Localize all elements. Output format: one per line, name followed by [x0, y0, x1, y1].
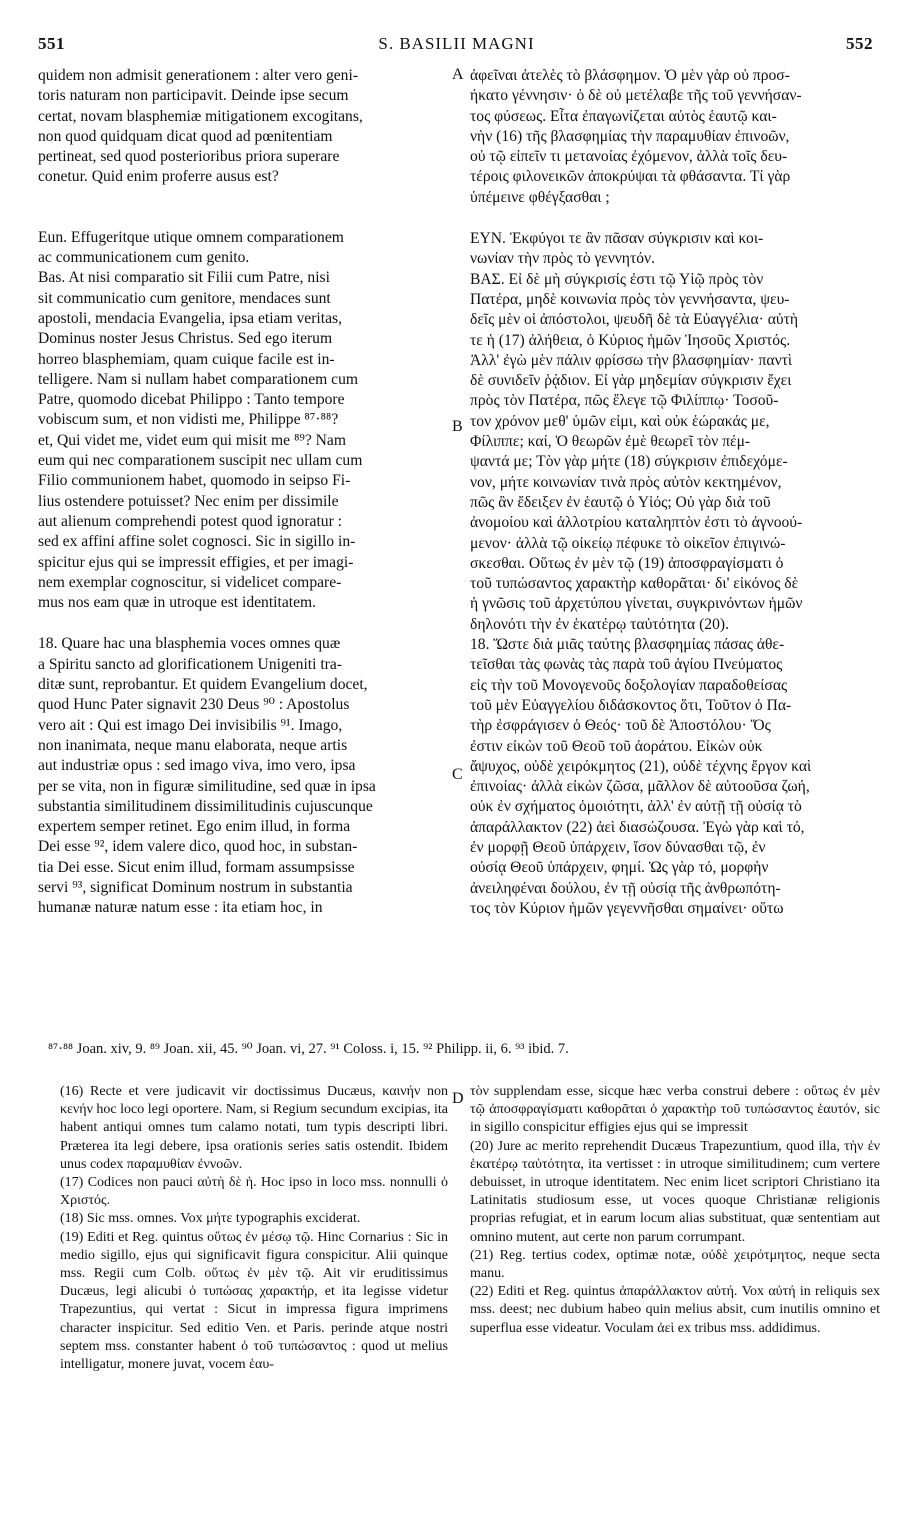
text-line: οὐσίᾳ Θεοῦ ὑπάρχειν, φημί. Ὡς γὰρ τό, μορφὴν: [470, 859, 769, 877]
text-line: ΒΑΣ. Εἰ δὲ μὴ σύγκρισίς ἐστι τῷ Υἱῷ πρὸς τὸν: [470, 270, 764, 288]
text-line: 18. Quare hac una blasphemia voces omnes quæ: [38, 635, 341, 653]
text-line: humanæ naturæ natum esse : ita etiam hoc, in: [38, 899, 323, 917]
text-line: pertineat, sed quod posterioribus priora superare: [38, 148, 340, 166]
text-line: spicitur ejus qui se impressit effigies, et per imagi-: [38, 553, 354, 571]
text-line: τεῖσθαι τὰς φωνὰς τὰς παρὰ τοῦ ἁγίου Πνεύματος: [470, 656, 783, 674]
text-line: toris naturam non participavit. Deinde ipse secum: [38, 87, 349, 105]
text-line: ΕΥΝ. Ἐκφύγοι τε ἂν πᾶσαν σύγκρισιν καὶ κοι-: [470, 230, 764, 248]
margin-letter-c: C: [452, 766, 463, 783]
text-line: non quod quidquam dicat quod ad pœnitentiam: [38, 127, 333, 145]
text-line: ἐστιν εἰκὼν τοῦ Θεοῦ τοῦ ἀοράτου. Εἰκὼν οὐκ: [470, 737, 763, 755]
text-line: expertem semper retinet. Ego enim illud, in forma: [38, 818, 351, 836]
text-line: Ἀλλ' ἐγὼ μὲν πάλιν φρίσσω τὴν βλασφημίαν· παντὶ: [470, 351, 793, 369]
text-line: τε ἡ (17) ἀλήθεια, ὁ Κύριος ἡμῶν Ἰησοῦς Χριστός.: [470, 331, 791, 349]
text-line: substantia similitudinem dissimilitudinis cujuscunque: [38, 797, 373, 815]
margin-letter-d: D: [452, 1090, 464, 1107]
text-line: aut industriæ opus : sed imago viva, imo vero, ipsa: [38, 757, 356, 775]
text-line: τοῦ μὲν Εὐαγγελίου διδάσκοντος ὅτι, Τοῦτον ὁ Πα-: [470, 696, 792, 714]
text-line: sit communicatio cum genitore, mendaces sunt: [38, 289, 331, 307]
text-line: ἀνομοίου καὶ ἀλλοτρίου καταληπτὸν ἐστι τὸ ἀγνοού-: [470, 514, 803, 532]
page-number-right: 552: [846, 34, 873, 53]
text-line: Πατέρα, μηδὲ κοινωνία πρὸς τὸν γεννήσαντα, ψευ-: [470, 290, 790, 308]
text-line: οὐ τῷ εἰπεῖν τι μετανοίας ἐχόμενον, ἀλλὰ τοῖς δευ-: [470, 148, 788, 166]
text-line: aut alienum comprehendi potest quod ignoratur :: [38, 512, 343, 530]
text-line: quidem non admisit generationem : alter vero geni-: [38, 67, 359, 84]
text-line: Eun. Effugeritque utique omnem comparationem: [38, 228, 344, 246]
text-line: et, Qui videt me, videt eum qui misit me ⁸⁹? Nam: [38, 431, 346, 449]
text-line: ἡ γνῶσις τοῦ ἀρχετύπου γίνεται, συγκρινόντων ἡμῶν: [470, 595, 803, 613]
notes-left-column: [60, 1083, 448, 1374]
text-line: sed ex affini affine solet cognosci. Sic in sigillo in-: [38, 533, 356, 551]
text-line: πρὸς τὸν Πατέρα, πῶς ἔλεγε τῷ Φιλίππῳ· Τοσοῦ-: [470, 392, 779, 410]
text-line: ψαντά με; Τὸν γὰρ μήτε (18) σύγκρισιν ἐπιδεχόμε-: [470, 453, 788, 471]
note: (18) Sic mss. omnes. Vox μήτε typographis exciderat.: [60, 1211, 361, 1227]
note: τὸν supplendam esse, sicque hæc verba construi debere : οὕτως ἐν μὲν τῷ ἀποσφραγίσματι καθορᾶται ὁ χαρακτὴρ τοῦ τυπώσαντος ἑαυτόν, sic in sigillo conspicitur effigies ejus qui se impressit: [470, 1084, 880, 1136]
note: (16) Recte et vere judicavit vir doctissimus Ducæus, καινήν non κενήν hoc loco legi oportere. Nam, si Regium secundum excipias, ita habent antiqui omnes tum calamo notati, tum typis descripti libri. Præterea ita legi debere, ipsa orationis series satis ostendit. Ibidem unus codex παραμυθίαν ἐννοῶν.: [60, 1084, 448, 1172]
text-line: a Spiritu sancto ad glorificationem Unigeniti tra-: [38, 655, 342, 673]
text-line: νὴν (16) τῆς βλασφημίας τὴν παραμυθίαν ἐπινοῶν,: [470, 127, 790, 145]
note: (21) Reg. tertius codex, optimæ notæ, οὐδὲ χειρότμητος, neque secta manu.: [470, 1247, 880, 1282]
text-line: ἀπαράλλακτον (22) ἀεὶ διασώζουσα. Ἐγὼ γὰρ καὶ τό,: [470, 818, 805, 836]
text-line: vero ait : Qui est imago Dei invisibilis ⁹¹. Imago,: [38, 716, 343, 734]
text-line: τος τὸν Κύριον ἡμῶν γεγεννῆσθαι σημαίνει· οὕτω: [470, 899, 784, 917]
text-line: 18. Ὥστε διὰ μιᾶς ταύτης βλασφημίας πάσας ἀθε-: [470, 636, 785, 654]
text-line: Dei esse ⁹², idem valere dico, quod hoc, in substan-: [38, 838, 358, 856]
text-line: non inanimata, neque manu elaborata, neque artis: [38, 736, 348, 754]
text-line: eum qui nec comparationem suscipit nec ullam cum: [38, 452, 363, 470]
text-line: Dominus noster Jesus Christus. Sed ego iterum: [38, 330, 333, 348]
text-line: Filio communionem habet, quomodo in seipso Fi-: [38, 472, 351, 490]
text-line: εἰς τὴν τοῦ Μονογενοῦς δοξολογίαν παραδοθείσας: [470, 676, 788, 694]
text-line: ἀνειληφέναι δούλου, ἐν τῇ οὐσίᾳ τῆς ἀνθρωπότη-: [470, 879, 781, 897]
running-title: S. BASILII MAGNI: [378, 34, 535, 53]
text-line: horreo blasphemiam, quam cuique facile est in-: [38, 350, 335, 368]
margin-letter-a: A: [452, 66, 464, 83]
note: (19) Editi et Reg. quintus οὕτως ἐν μέσῳ τῷ. Hinc Cornarius : Sic in medio sigillo, ejus qui significavit figura conspicitur. Alii quinque mss. Regii cum Colb. οὕτως ἐν μὲν τῷ. Ait vir eruditissimus Ducæus, legi alicubi ὁ τυπώσας χαρακτήρ, et ita legisse videtur Trapezuntius, qui vertat : Sicut in impressa figura imprimens character inspicitur. Sed editio Ven. et Paris. perinde atque nostri septem mss. constanter habent ὁ τοῦ τυπώσαντος : quod ut melius intelligatur, monere juvat, vocem ἑαυ-: [60, 1229, 448, 1373]
text-line: Φίλιππε; καί, Ὁ θεωρῶν ἐμὲ θεωρεῖ τὸν πέμ-: [470, 433, 751, 451]
latin-column: [38, 66, 446, 919]
text-line: lius ostendere potuisset? Nec enim per dissimile: [38, 492, 339, 510]
text-line: τος φύσεως. Εἶτα ἐπαγωνίζεται αὐτὸς ἑαυτῷ και-: [470, 107, 777, 125]
margin-letter-b: B: [452, 418, 463, 435]
text-line: ἐπινοίας· ἀλλὰ εἰκὼν ζῶσα, μᾶλλον δὲ αὐτοοῦσα ζωή,: [470, 778, 810, 796]
text-line: certat, novam blasphemiæ mitigationem excogitans,: [38, 107, 363, 125]
text-line: conetur. Quid enim proferre ausus est?: [38, 168, 279, 186]
text-line: ήκατο γέννησιν· ὁ δὲ οὐ μετέλαβε τῆς τοῦ γεννήσαν-: [470, 87, 802, 105]
text-line: ditæ sunt, reprobantur. Et quidem Evangelium docet,: [38, 676, 368, 694]
text-line: servi ⁹³, significat Dominum nostrum in substantia: [38, 878, 353, 896]
text-line: Bas. At nisi comparatio sit Filii cum Patre, nisi: [38, 269, 330, 287]
text-line: mus nos eam quæ in utroque est identitatem.: [38, 594, 317, 612]
text-line: τον χρόνον μεθ' ὑμῶν εἰμι, καὶ οὐκ ἑώρακάς με,: [470, 412, 770, 430]
greek-column: [470, 66, 880, 919]
text-line: ὑπέμεινε φθέγξασθαι ;: [470, 188, 610, 206]
text-line: ἐν μορφῇ Θεοῦ ὑπάρχειν, ἴσον δύνασθαι τῷ, ἐν: [470, 838, 766, 856]
text-line: σκεσθαι. Οὕτως ἐν μὲν τῷ (19) ἀποσφραγίσματι ὁ: [470, 554, 784, 572]
text-line: ac communicationem cum genito.: [38, 249, 250, 267]
text-line: per se vita, non in figuræ similitudine, sed quæ in ipsa: [38, 777, 376, 795]
text-line: τοῦ τυπώσαντος χαρακτὴρ καθορᾶται· δι' εἰκόνος δὲ: [470, 575, 799, 593]
text-line: tia Dei esse. Sicut enim illud, formam assumpsisse: [38, 858, 355, 876]
text-line: nem exemplar cognoscitur, si videlicet compare-: [38, 573, 342, 591]
text-line: δὲ συνιδεῖν ῥᾴδιον. Εἰ γὰρ μηδεμίαν σύγκρισιν ἔχει: [470, 372, 792, 390]
text-line: πῶς ἂν ἔδειξεν ἐν ἑαυτῷ ὁ Υἱός; Οὐ γὰρ διὰ τοῦ: [470, 493, 771, 511]
text-line: δηλονότι τὴν ἐν ἑκατέρῳ ταὐτότητα (20).: [470, 615, 729, 633]
text-line: ἄψυχος, οὐδὲ χειρόκμητος (21), οὐδὲ τέχνης ἔργον καὶ: [470, 757, 812, 775]
text-line: quod Hunc Pater signavit 230 Deus ⁹⁰ : Apostolus: [38, 696, 350, 714]
text-line: δεῖς μὲν οἱ ἀπόστολοι, ψευδῆ δὲ τὰ Εὐαγγέλια· αὐτὴ: [470, 311, 799, 329]
text-line: τὴρ ἐσφράγισεν ὁ Θεός· τοῦ δὲ Ἀποστόλου· Ὅς: [470, 717, 771, 735]
text-line: Patre, quomodo dicebat Philippo : Tanto tempore: [38, 391, 345, 409]
page-number-left: 551: [38, 34, 65, 53]
note: (22) Editi et Reg. quintus ἀπαράλλακτον αὐτή. Vox αὐτή in reliquis sex mss. deest; nec dubium habeo quin melius absit, cum inutilis omnino et superflua esse videatur. Voculam ἀεὶ ex tribus mss. addidimus.: [470, 1284, 880, 1336]
text-line: telligere. Nam si nullam habet comparationem cum: [38, 370, 358, 388]
text-line: μενον· ἀλλὰ τῷ οἰκείῳ πέφυκε τὸ οἰκεῖον ἐπιγινώ-: [470, 534, 786, 552]
text-line: ἀφεῖναι ἀτελὲς τὸ βλάσφημον. Ὁ μὲν γὰρ οὐ προσ-: [470, 67, 790, 84]
text-line: vobiscum sum, et non vidisti me, Philippe ⁸⁷·⁸⁸?: [38, 411, 339, 429]
note: (17) Codices non pauci αὐτὴ δὲ ἡ. Hoc ipso in loco mss. nonnulli ὁ Χριστός.: [60, 1175, 448, 1209]
text-line: οὐκ ἐν σχήματος ὁμοιότητι, ἀλλ' ἐν αὐτῇ τῇ οὐσίᾳ τὸ: [470, 798, 802, 816]
text-line: apostoli, mendacia Evangelia, ipsa etiam veritas,: [38, 309, 342, 327]
scripture-references: ⁸⁷·⁸⁸ Joan. xiv, 9. ⁸⁹ Joan. xii, 45. ⁹⁰ Joan. vi, 27. ⁹¹ Coloss. i, 15. ⁹² Philipp. ii, 6. ⁹³ ibid. 7.: [48, 1041, 569, 1057]
note: (20) Jure ac merito reprehendit Ducæus Trapezuntium, quod illa, τὴν ἐν ἑκατέρῳ ταὐτότητα, ita vertisset : in utroque similitudinem; cum vertere debuisset, in utroque identitatem. Nec enim licet scriptori Christiano ita Latinitatis studiosum esse, ut voces quoque Christianæ religionis proprias refugiat, et in earum locum alias substituat, quæ sententiam aut omnino mutent, aut certe non parum corrumpant.: [470, 1138, 880, 1245]
text-line: τέροις φιλονεικῶν ἀποκρύψαι τὰ φθάσαντα. Τί γὰρ: [470, 168, 791, 186]
notes-right-column: [470, 1083, 880, 1338]
text-line: νωνίαν τὴν πρὸς τὸ γεννητόν.: [470, 250, 655, 268]
text-line: νον, μήτε κοινωνίαν τινὰ πρὸς αὐτὸν κεκτημένον,: [470, 473, 782, 491]
